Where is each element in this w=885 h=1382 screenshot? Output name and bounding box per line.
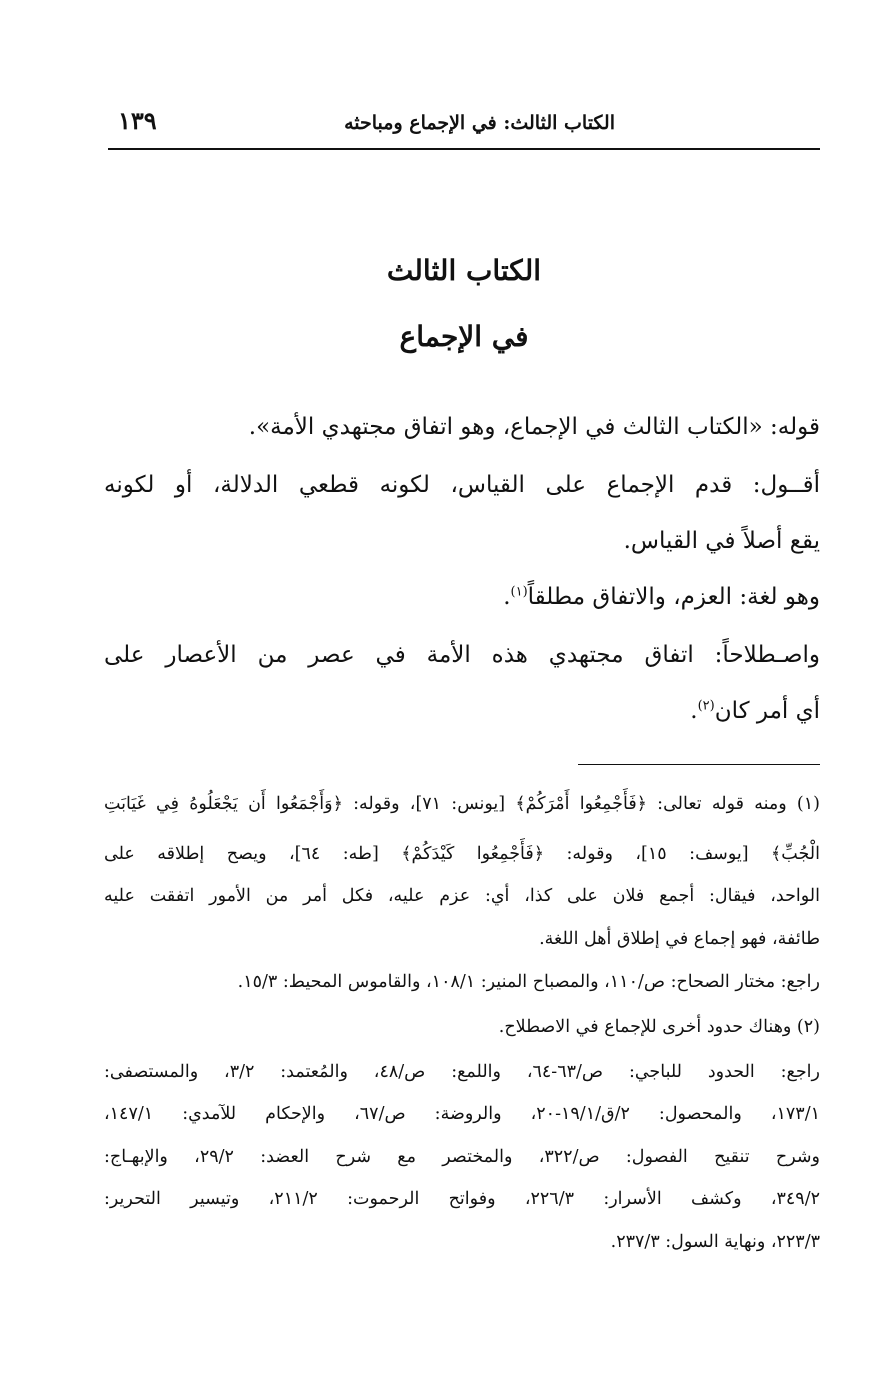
footnote-line: الْجُبِّ﴾ [يوسف: ١٥]، وقوله: ﴿فَأَجْمِعُوا كَيْدَكُمْ﴾ [طه: ٦٤]، ويصح إطلاقه على (104, 844, 820, 864)
footnote-line: ١٧٣/١، والمحصول: ٢/ق/١٩/١-٢٠، والروضة: ص/٦٧، والإحكام للآمدي: ١٤٧/١، (104, 1104, 820, 1124)
footnote-separator (578, 764, 820, 765)
footnote-line: (٢) وهناك حدود أخرى للإجماع في الاصطلاح. (498, 1017, 820, 1037)
body-line-4 (104, 582, 820, 612)
body-line-2: أقــول: قدم الإجماع على القياس، لكونه قطعي الدلالة، أو لكونه (104, 472, 820, 498)
chapter-subtitle: في الإجماع (399, 320, 529, 353)
footnote-line: ٢٢٣/٣، ونهاية السول: ٢٣٧/٣. (610, 1232, 820, 1252)
footnote-line: ٣٤٩/٢، وكشف الأسرار: ٢٢٦/٣، وفواتح الرحموت: ٢١١/٢، وتيسير التحرير: (104, 1189, 820, 1209)
body-line-6-text: أي أمر كان (714, 698, 820, 724)
body-line-5: واصـطلاحاً: اتفاق مجتهدي هذه الأمة في عصر من الأعصار على (104, 642, 820, 668)
body-line-1: قوله: «الكتاب الثالث في الإجماع، وهو اتفاق مجتهدي الأمة». (248, 414, 820, 440)
footnote-line: راجع: الحدود للباجي: ص/٦٣-٦٤، واللمع: ص/٤٨، والمُعتمد: ٣/٢، والمستصفى: (104, 1062, 820, 1082)
footnote-line: الواحد، فيقال: أجمع فلان على كذا، أي: عزم عليه، فكل أمر من الأمور اتفقت عليه (104, 886, 820, 906)
page-number: ١٣٩ (118, 106, 157, 135)
page-header (108, 108, 820, 150)
running-title: الكتاب الثالث: في الإجماع ومباحثه (344, 112, 615, 134)
footnote-line: راجع: مختار الصحاح: ص/١١٠، والمصباح المنير: ١٠٨/١، والقاموس المحيط: ١٥/٣. (237, 972, 820, 992)
body-line-6-end: . (690, 698, 698, 724)
footnote-ref-2: (٢) (697, 698, 715, 714)
body-line-4-text: وهو لغة: العزم، والاتفاق مطلقاً (527, 584, 820, 610)
footnote-line: طائفة، فهو إجماع في إطلاق أهل اللغة. (539, 929, 820, 949)
body-line-6 (104, 696, 820, 726)
body-line-3: يقع أصلاً في القياس. (623, 528, 820, 554)
footnote-ref-1: (١) (510, 584, 528, 600)
footnote-line: (١) ومنه قوله تعالى: ﴿فَأَجْمِعُوا أَمْرَكُمْ﴾ [يونس: ٧١]، وقوله: ﴿وَأَجْمَعُوا أَن يَجْعَلُوهُ فِي غَيَابَتِ (104, 794, 820, 814)
body-line-4-end: . (503, 584, 511, 610)
chapter-title: الكتاب الثالث (386, 254, 542, 287)
footnote-line: وشرح تنقيح الفصول: ص/٣٢٢، والمختصر مع شرح العضد: ٢٩/٢، والإبهـاج: (104, 1147, 821, 1167)
